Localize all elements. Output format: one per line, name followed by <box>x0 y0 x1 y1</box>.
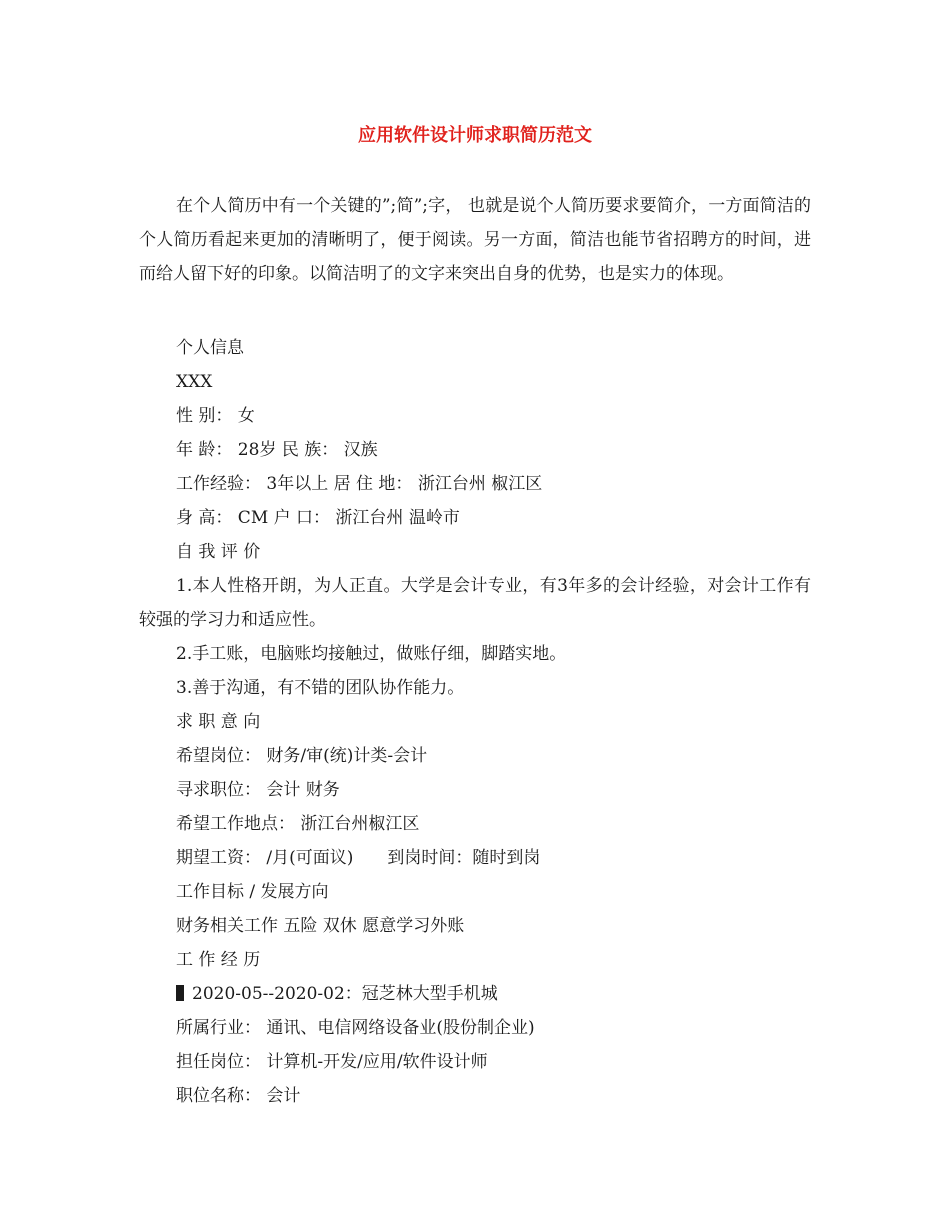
section-heading-work-experience: 工 作 经 历 <box>176 950 261 970</box>
section-heading-job-intention: 求 职 意 向 <box>176 712 261 732</box>
experience-residence-line: 工作经验： 3年以上 居 住 地： 浙江台州 椒江区 <box>176 474 543 494</box>
black-square-icon <box>176 985 184 1001</box>
section-heading-personal-info: 个人信息 <box>176 338 244 358</box>
career-goal-heading: 工作目标 / 发展方向 <box>176 882 329 902</box>
section-heading-self-evaluation: 自 我 评 价 <box>176 542 261 562</box>
resume-lines <box>139 331 811 1113</box>
self-evaluation-item-2: 2.手工账，电脑账均接触过，做账仔细，脚踏实地。 <box>176 644 567 664</box>
desired-position-line: 希望岗位： 财务/审(统)计类-会计 <box>176 746 428 766</box>
work-period-text: 2020-05--2020-02：冠芝林大型手机城 <box>192 984 498 1004</box>
industry-line: 所属行业： 通讯、电信网络设备业(股份制企业) <box>176 1018 535 1038</box>
sought-position-line: 寻求职位： 会计 财务 <box>176 780 340 800</box>
desired-location-line: 希望工作地点： 浙江台州椒江区 <box>176 814 420 834</box>
self-evaluation-item-1: 1.本人性格开朗，为人正直。大学是会计专业，有3年多的会计经验，对会计工作有较强的学习力和适应性。 <box>139 576 811 630</box>
page-title: 应用软件设计师求职简历范文 <box>358 125 592 146</box>
height-hukou-line: 身 高： CM 户 口： 浙江台州 温岭市 <box>176 508 460 528</box>
gender-line: 性 别： 女 <box>176 406 255 426</box>
expected-salary-line: 期望工资： /月(可面议) 到岗时间：随时到岗 <box>176 848 541 868</box>
work-period-line <box>139 977 811 1011</box>
age-ethnicity-line: 年 龄： 28岁 民 族： 汉族 <box>176 440 378 460</box>
name-line: XXX <box>176 372 213 392</box>
position-held-line: 担任岗位： 计算机-开发/应用/软件设计师 <box>176 1052 488 1072</box>
self-evaluation-item-3: 3.善于沟通，有不错的团队协作能力。 <box>176 678 465 698</box>
job-title-line: 职位名称： 会计 <box>176 1086 301 1106</box>
intro-paragraph: 在个人简历中有一个关键的”;简”;字， 也就是说个人简历要求要简介，一方面简洁的个人简历看起来更加的清晰明了，便于阅读。另一方面，简洁也能节省招聘方的时间，进而给人留下好的印象。以简洁明了的文字来突出自身的优势，也是实力的体现。 <box>139 196 811 284</box>
career-goal-line: 财务相关工作 五险 双休 愿意学习外账 <box>176 916 465 936</box>
